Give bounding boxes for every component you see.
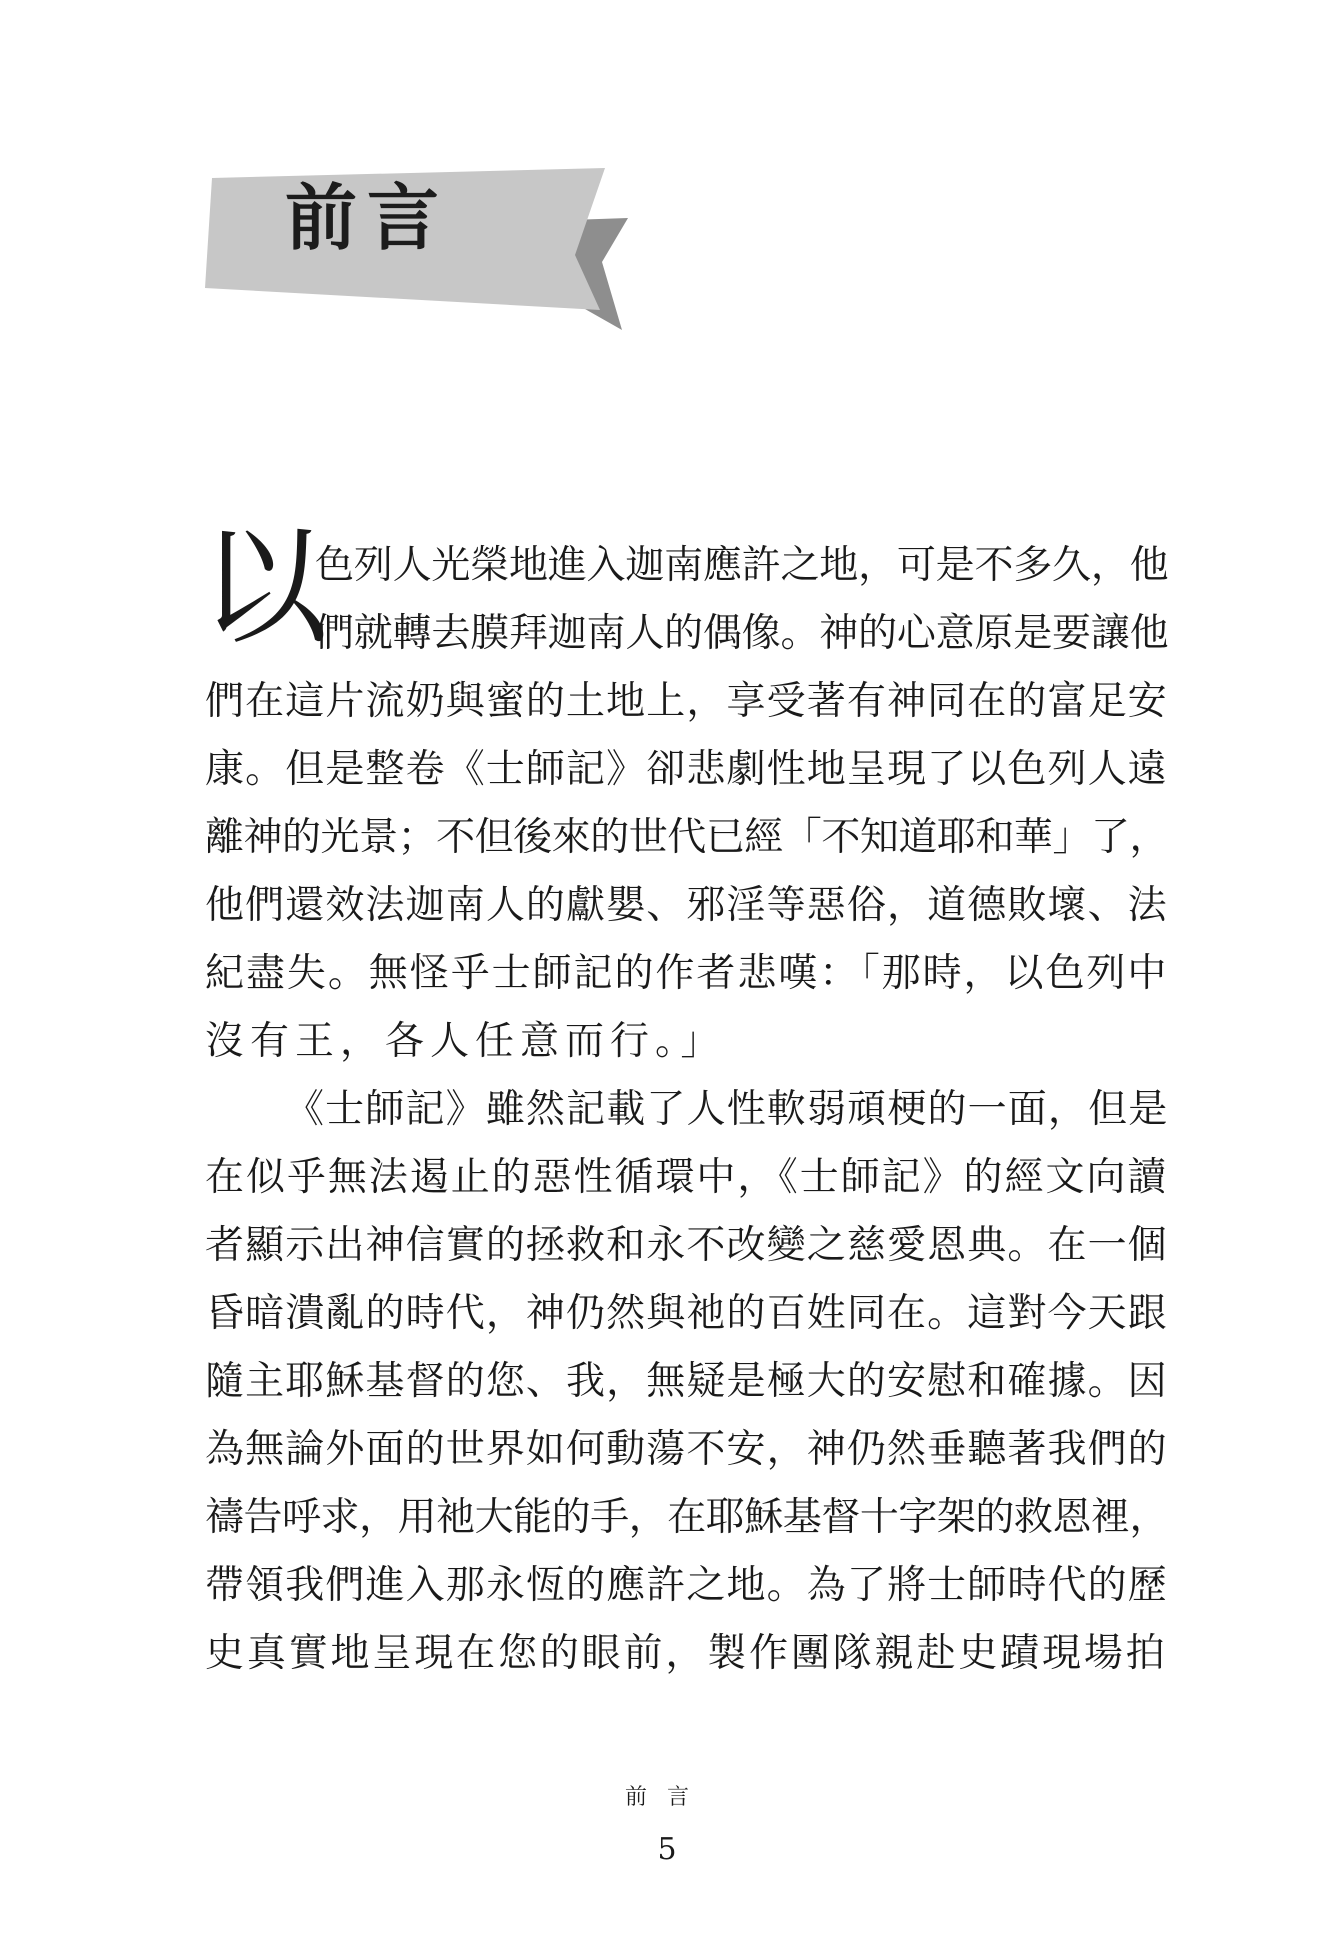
text-line: 離神的光景；不但後來的世代已經「不知道耶和華」了， — [205, 815, 1169, 860]
text-line: 帶領我們進入那永恆的應許之地。為了將士師時代的歷 — [205, 1563, 1168, 1608]
text-line: 史真實地呈現在您的眼前，製作團隊親赴史蹟現場拍 — [205, 1631, 1168, 1676]
text-line: 隨主耶穌基督的您、我，無疑是極大的安慰和確據。因 — [205, 1359, 1168, 1404]
text-line: 昏暗潰亂的時代，神仍然與祂的百姓同在。這對今天跟 — [205, 1291, 1168, 1336]
text-line: 紀盡失。無怪乎士師記的作者悲嘆：「那時，以色列中 — [205, 951, 1169, 996]
text-line: 為無論外面的世界如何動蕩不安，神仍然垂聽著我們的 — [205, 1427, 1168, 1472]
text-line: 在似乎無法遏止的惡性循環中，《士師記》的經文向讀 — [205, 1155, 1169, 1200]
text-line: 禱告呼求，用祂大能的手，在耶穌基督十字架的救恩裡， — [205, 1495, 1169, 1540]
drop-cap: 以 — [200, 513, 329, 662]
text-line: 康。但是整卷《士師記》卻悲劇性地呈現了以色列人遠 — [205, 747, 1168, 792]
page-number: 5 — [657, 1832, 677, 1867]
text-line: 們在這片流奶與蜜的土地上，享受著有神同在的富足安 — [205, 679, 1168, 724]
text-line: 沒有王，各人任意而行。」 — [205, 1019, 726, 1064]
running-footer-title: 前言 — [624, 1785, 709, 1810]
title-banner — [0, 0, 1334, 400]
text-line: 者顯示出神信實的拯救和永不改變之慈愛恩典。在一個 — [205, 1223, 1168, 1268]
text-line: 們就轉去膜拜迦南人的偶像。神的心意原是要讓他 — [315, 611, 1169, 656]
text-line: 《士師記》雖然記載了人性軟弱頑梗的一面，但是 — [285, 1087, 1169, 1132]
text-line: 他們還效法迦南人的獻嬰、邪淫等惡俗，道德敗壞、法 — [205, 883, 1168, 928]
page-title: 前言 — [285, 176, 450, 260]
text-line: 色列人光榮地進入迦南應許之地，可是不多久，他 — [315, 543, 1169, 588]
